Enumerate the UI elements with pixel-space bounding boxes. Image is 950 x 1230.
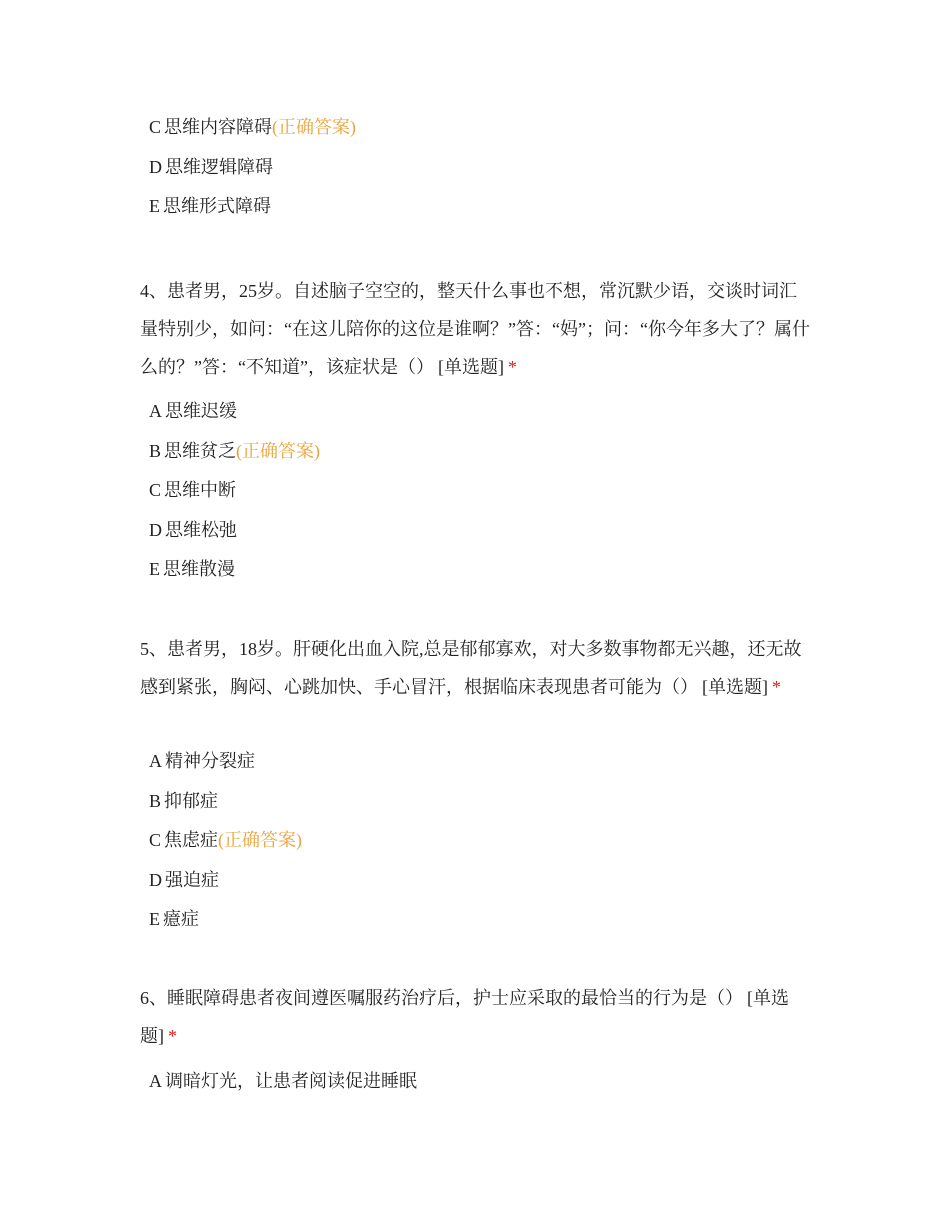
q6-options	[149, 1071, 417, 1111]
q4-option-a[interactable]	[149, 401, 320, 421]
question-text: 6、睡眠障碍患者夜间遵医嘱服药治疗后，护士应采取的最恰当的行为是（）	[140, 988, 743, 1008]
option-letter: B	[149, 790, 162, 811]
q6-stem	[140, 979, 812, 1055]
q5-option-d[interactable]	[149, 870, 302, 890]
question-type-tag: [单选题]	[702, 677, 768, 697]
option-letter: E	[149, 559, 160, 580]
option-letter: B	[149, 440, 162, 461]
q5-option-e[interactable]	[149, 909, 302, 929]
option-text: 思维形式障碍	[163, 196, 271, 217]
option-letter: A	[149, 1071, 162, 1091]
option-letter: E	[149, 196, 160, 217]
required-mark: *	[168, 1026, 177, 1046]
option-letter: E	[149, 909, 160, 930]
question-text: 4、患者男，25岁。自述脑子空空的，整天什么事也不想，常沉默少语，交谈时词汇量特别少，如问：“在这儿陪你的这位是谁啊？”答：“妈”；问：“你今年多大了？属什么的？”答：“不知道”，该症状是（）	[140, 281, 810, 377]
option-letter: D	[149, 869, 162, 890]
q6-option-a[interactable]	[149, 1071, 417, 1091]
option-letter: D	[149, 156, 162, 177]
option-text: 思维逻辑障碍	[165, 156, 273, 177]
required-mark: *	[772, 677, 781, 697]
q4-option-e[interactable]	[149, 559, 320, 579]
option-letter: C	[149, 117, 162, 137]
q3-option-d[interactable]	[149, 157, 356, 177]
option-letter: C	[149, 480, 162, 501]
option-text: 抑郁症	[164, 790, 219, 811]
q5-option-a[interactable]	[149, 751, 302, 771]
option-letter: C	[149, 830, 162, 851]
required-mark: *	[507, 357, 517, 377]
option-letter: D	[149, 519, 162, 540]
q4-option-c[interactable]	[149, 480, 320, 500]
option-text: 思维内容障碍	[164, 117, 273, 137]
question-type-tag: [单选题]	[140, 988, 789, 1046]
q4-option-b[interactable]	[149, 441, 320, 461]
q4-stem	[140, 272, 812, 386]
question-text: 5、患者男，18岁。肝硬化出血入院,总是郁郁寡欢，对大多数事物都无兴趣，还无故感到紧张，胸闷、心跳加快、手心冒汗，根据临床表现患者可能为（）	[140, 639, 802, 697]
option-text: 焦虑症	[164, 830, 219, 851]
option-text: 思维散漫	[163, 559, 235, 580]
correct-answer-label: (正确答案)	[272, 117, 357, 137]
option-text: 癔症	[163, 909, 199, 930]
q5-options	[149, 751, 302, 949]
q5-stem	[140, 630, 812, 706]
option-text: 思维贫乏	[164, 440, 237, 461]
q5-option-b[interactable]	[149, 791, 302, 811]
q5-option-c[interactable]	[149, 830, 302, 850]
option-text: 精神分裂症	[165, 751, 255, 771]
q4-options	[149, 401, 320, 599]
option-text: 强迫症	[165, 869, 219, 890]
question-type-tag: [单选题]	[437, 357, 504, 377]
option-letter: A	[149, 751, 162, 771]
option-text: 思维松弛	[165, 519, 237, 540]
option-text: 调暗灯光，让患者阅读促进睡眠	[165, 1071, 417, 1091]
option-text: 思维中断	[164, 480, 237, 501]
correct-answer-label: (正确答案)	[236, 440, 321, 461]
q3-option-c[interactable]	[149, 117, 356, 137]
q3-options	[149, 117, 356, 236]
q3-option-e[interactable]	[149, 196, 356, 216]
correct-answer-label: (正确答案)	[218, 830, 303, 851]
option-letter: A	[149, 401, 162, 421]
q4-option-d[interactable]	[149, 520, 320, 540]
option-text: 思维迟缓	[165, 401, 237, 421]
